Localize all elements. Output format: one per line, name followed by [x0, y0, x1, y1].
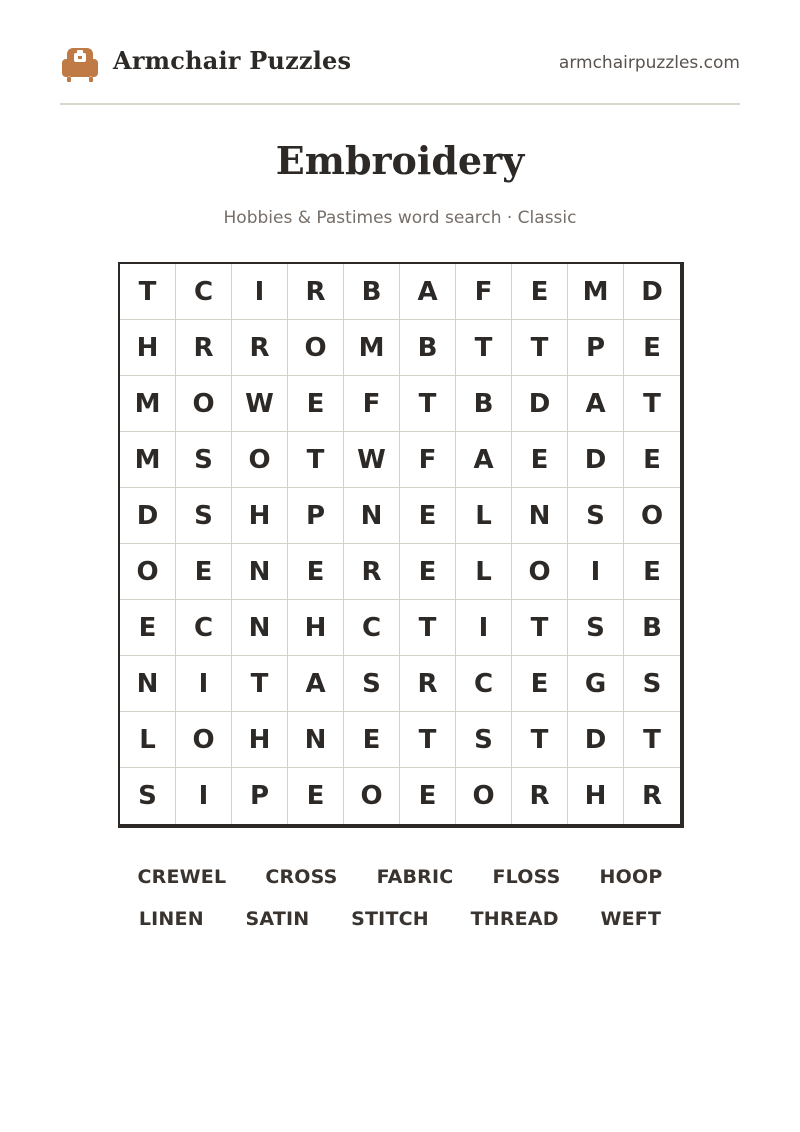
grid-cell[interactable]: C [176, 264, 232, 320]
grid-cell[interactable]: D [624, 264, 680, 320]
grid-cell[interactable]: O [120, 544, 176, 600]
grid-cell[interactable]: T [288, 432, 344, 488]
grid-cell[interactable]: T [232, 656, 288, 712]
word-item: WEFT [600, 908, 662, 930]
grid-cell[interactable]: R [512, 768, 568, 824]
grid-cell[interactable]: P [288, 488, 344, 544]
grid-cell[interactable]: P [232, 768, 288, 824]
grid-cell[interactable]: E [400, 544, 456, 600]
grid-cell[interactable]: T [512, 320, 568, 376]
grid-cell[interactable]: N [344, 488, 400, 544]
grid-cell[interactable]: N [232, 600, 288, 656]
grid-cell[interactable]: D [568, 712, 624, 768]
word-list-row [118, 898, 682, 940]
grid-cell[interactable]: G [568, 656, 624, 712]
grid-cell[interactable]: I [456, 600, 512, 656]
grid-cell[interactable]: H [232, 488, 288, 544]
grid-cell[interactable]: E [288, 768, 344, 824]
page-subtitle: Hobbies & Pastimes word search · Classic [223, 208, 577, 228]
grid-cell[interactable]: E [624, 544, 680, 600]
word-item: LINEN [138, 908, 204, 930]
grid-cell[interactable]: F [344, 376, 400, 432]
grid-cell[interactable]: E [512, 432, 568, 488]
grid-cell[interactable]: T [512, 712, 568, 768]
grid-cell[interactable]: T [400, 376, 456, 432]
grid-cell[interactable]: I [176, 768, 232, 824]
grid-cell[interactable]: M [120, 376, 176, 432]
word-item: HOOP [599, 866, 663, 888]
grid-cell[interactable]: F [400, 432, 456, 488]
grid-cell[interactable]: L [120, 712, 176, 768]
grid-cell[interactable]: N [232, 544, 288, 600]
grid-cell[interactable]: W [232, 376, 288, 432]
grid-cell[interactable]: F [456, 264, 512, 320]
grid-cell[interactable]: O [624, 488, 680, 544]
grid-cell[interactable]: D [568, 432, 624, 488]
grid-cell[interactable]: C [176, 600, 232, 656]
grid-cell[interactable]: S [120, 768, 176, 824]
grid-cell[interactable]: T [400, 600, 456, 656]
grid-cell[interactable]: N [120, 656, 176, 712]
letter-grid [118, 262, 684, 828]
grid-cell[interactable]: R [344, 544, 400, 600]
word-list-row [118, 856, 682, 898]
grid-cell[interactable]: T [400, 712, 456, 768]
grid-cell[interactable]: S [568, 600, 624, 656]
grid-cell[interactable]: O [232, 432, 288, 488]
grid-cell[interactable]: M [568, 264, 624, 320]
word-item: FLOSS [492, 866, 561, 888]
grid-cell[interactable]: S [624, 656, 680, 712]
grid-cell[interactable]: E [344, 712, 400, 768]
grid-cell[interactable]: R [288, 264, 344, 320]
grid-cell[interactable]: O [344, 768, 400, 824]
word-item: CROSS [265, 866, 338, 888]
grid-cell[interactable]: E [624, 432, 680, 488]
grid-cell[interactable]: S [176, 432, 232, 488]
word-list [118, 856, 682, 940]
grid-cell[interactable]: R [641, 781, 663, 811]
grid-cell[interactable]: W [344, 432, 400, 488]
brand-name: Armchair Puzzles [113, 46, 352, 75]
grid-cell[interactable]: M [344, 320, 400, 376]
grid-cell[interactable]: A [568, 376, 624, 432]
grid-cell[interactable]: R [176, 320, 232, 376]
grid-cell[interactable]: H [232, 712, 288, 768]
grid-cell[interactable]: E [512, 264, 568, 320]
grid-cell[interactable]: E [624, 320, 680, 376]
grid-cell[interactable]: O [456, 768, 512, 824]
grid-cell[interactable]: H [288, 600, 344, 656]
grid-cell[interactable]: A [456, 432, 512, 488]
grid-cell[interactable]: D [512, 376, 568, 432]
grid-cell[interactable]: I [568, 544, 624, 600]
grid-cell[interactable]: E [512, 656, 568, 712]
grid-cell[interactable]: P [568, 320, 624, 376]
grid-cell[interactable]: A [400, 264, 456, 320]
grid-cell[interactable]: L [456, 544, 512, 600]
grid-cell[interactable]: L [456, 488, 512, 544]
grid-cell[interactable]: R [232, 320, 288, 376]
grid-cell[interactable]: O [176, 712, 232, 768]
grid-cell[interactable]: O [288, 320, 344, 376]
grid-cell[interactable]: O [176, 376, 232, 432]
grid-cell[interactable]: O [512, 544, 568, 600]
grid-cell[interactable]: C [344, 600, 400, 656]
grid-cell[interactable]: E [120, 600, 176, 656]
grid-cell[interactable]: D [120, 488, 176, 544]
page-header [60, 40, 740, 105]
grid-cell[interactable]: T [120, 264, 176, 320]
word-item: STITCH [351, 908, 429, 930]
site-url[interactable]: armchairpuzzles.com [558, 53, 740, 73]
grid-cell[interactable]: B [400, 320, 456, 376]
grid-cell[interactable]: E [288, 544, 344, 600]
grid-cell[interactable]: N [288, 712, 344, 768]
grid-cell[interactable]: E [400, 488, 456, 544]
grid-cell[interactable]: S [568, 488, 624, 544]
grid-cell[interactable]: S [176, 488, 232, 544]
grid-cell[interactable]: I [232, 264, 288, 320]
armchair-icon [60, 45, 100, 85]
word-item: SATIN [245, 908, 310, 930]
grid-cell[interactable]: E [176, 544, 232, 600]
word-item: THREAD [470, 908, 559, 930]
grid-cell[interactable]: E [288, 376, 344, 432]
grid-cell[interactable]: S [456, 712, 512, 768]
word-item: FABRIC [376, 866, 454, 888]
grid-cell[interactable]: T [456, 320, 512, 376]
page-title: Embroidery [275, 138, 525, 183]
grid-cell[interactable]: H [120, 320, 176, 376]
word-item: CREWEL [137, 866, 227, 888]
grid-cell[interactable]: T [624, 376, 680, 432]
grid-cell[interactable]: H [568, 768, 624, 824]
grid-cell[interactable]: C [456, 656, 512, 712]
grid-cell[interactable]: I [176, 656, 232, 712]
grid-cell[interactable]: N [512, 488, 568, 544]
grid-cell[interactable]: M [120, 432, 176, 488]
grid-cell[interactable]: E [400, 768, 456, 824]
grid-cell[interactable]: B [344, 264, 400, 320]
grid-cell[interactable]: A [288, 656, 344, 712]
grid-cell[interactable]: R [400, 656, 456, 712]
grid-cell[interactable]: B [624, 600, 680, 656]
grid-cell[interactable]: B [456, 376, 512, 432]
grid-cell[interactable]: T [624, 712, 680, 768]
grid-cell[interactable]: T [512, 600, 568, 656]
grid-cell[interactable]: S [344, 656, 400, 712]
